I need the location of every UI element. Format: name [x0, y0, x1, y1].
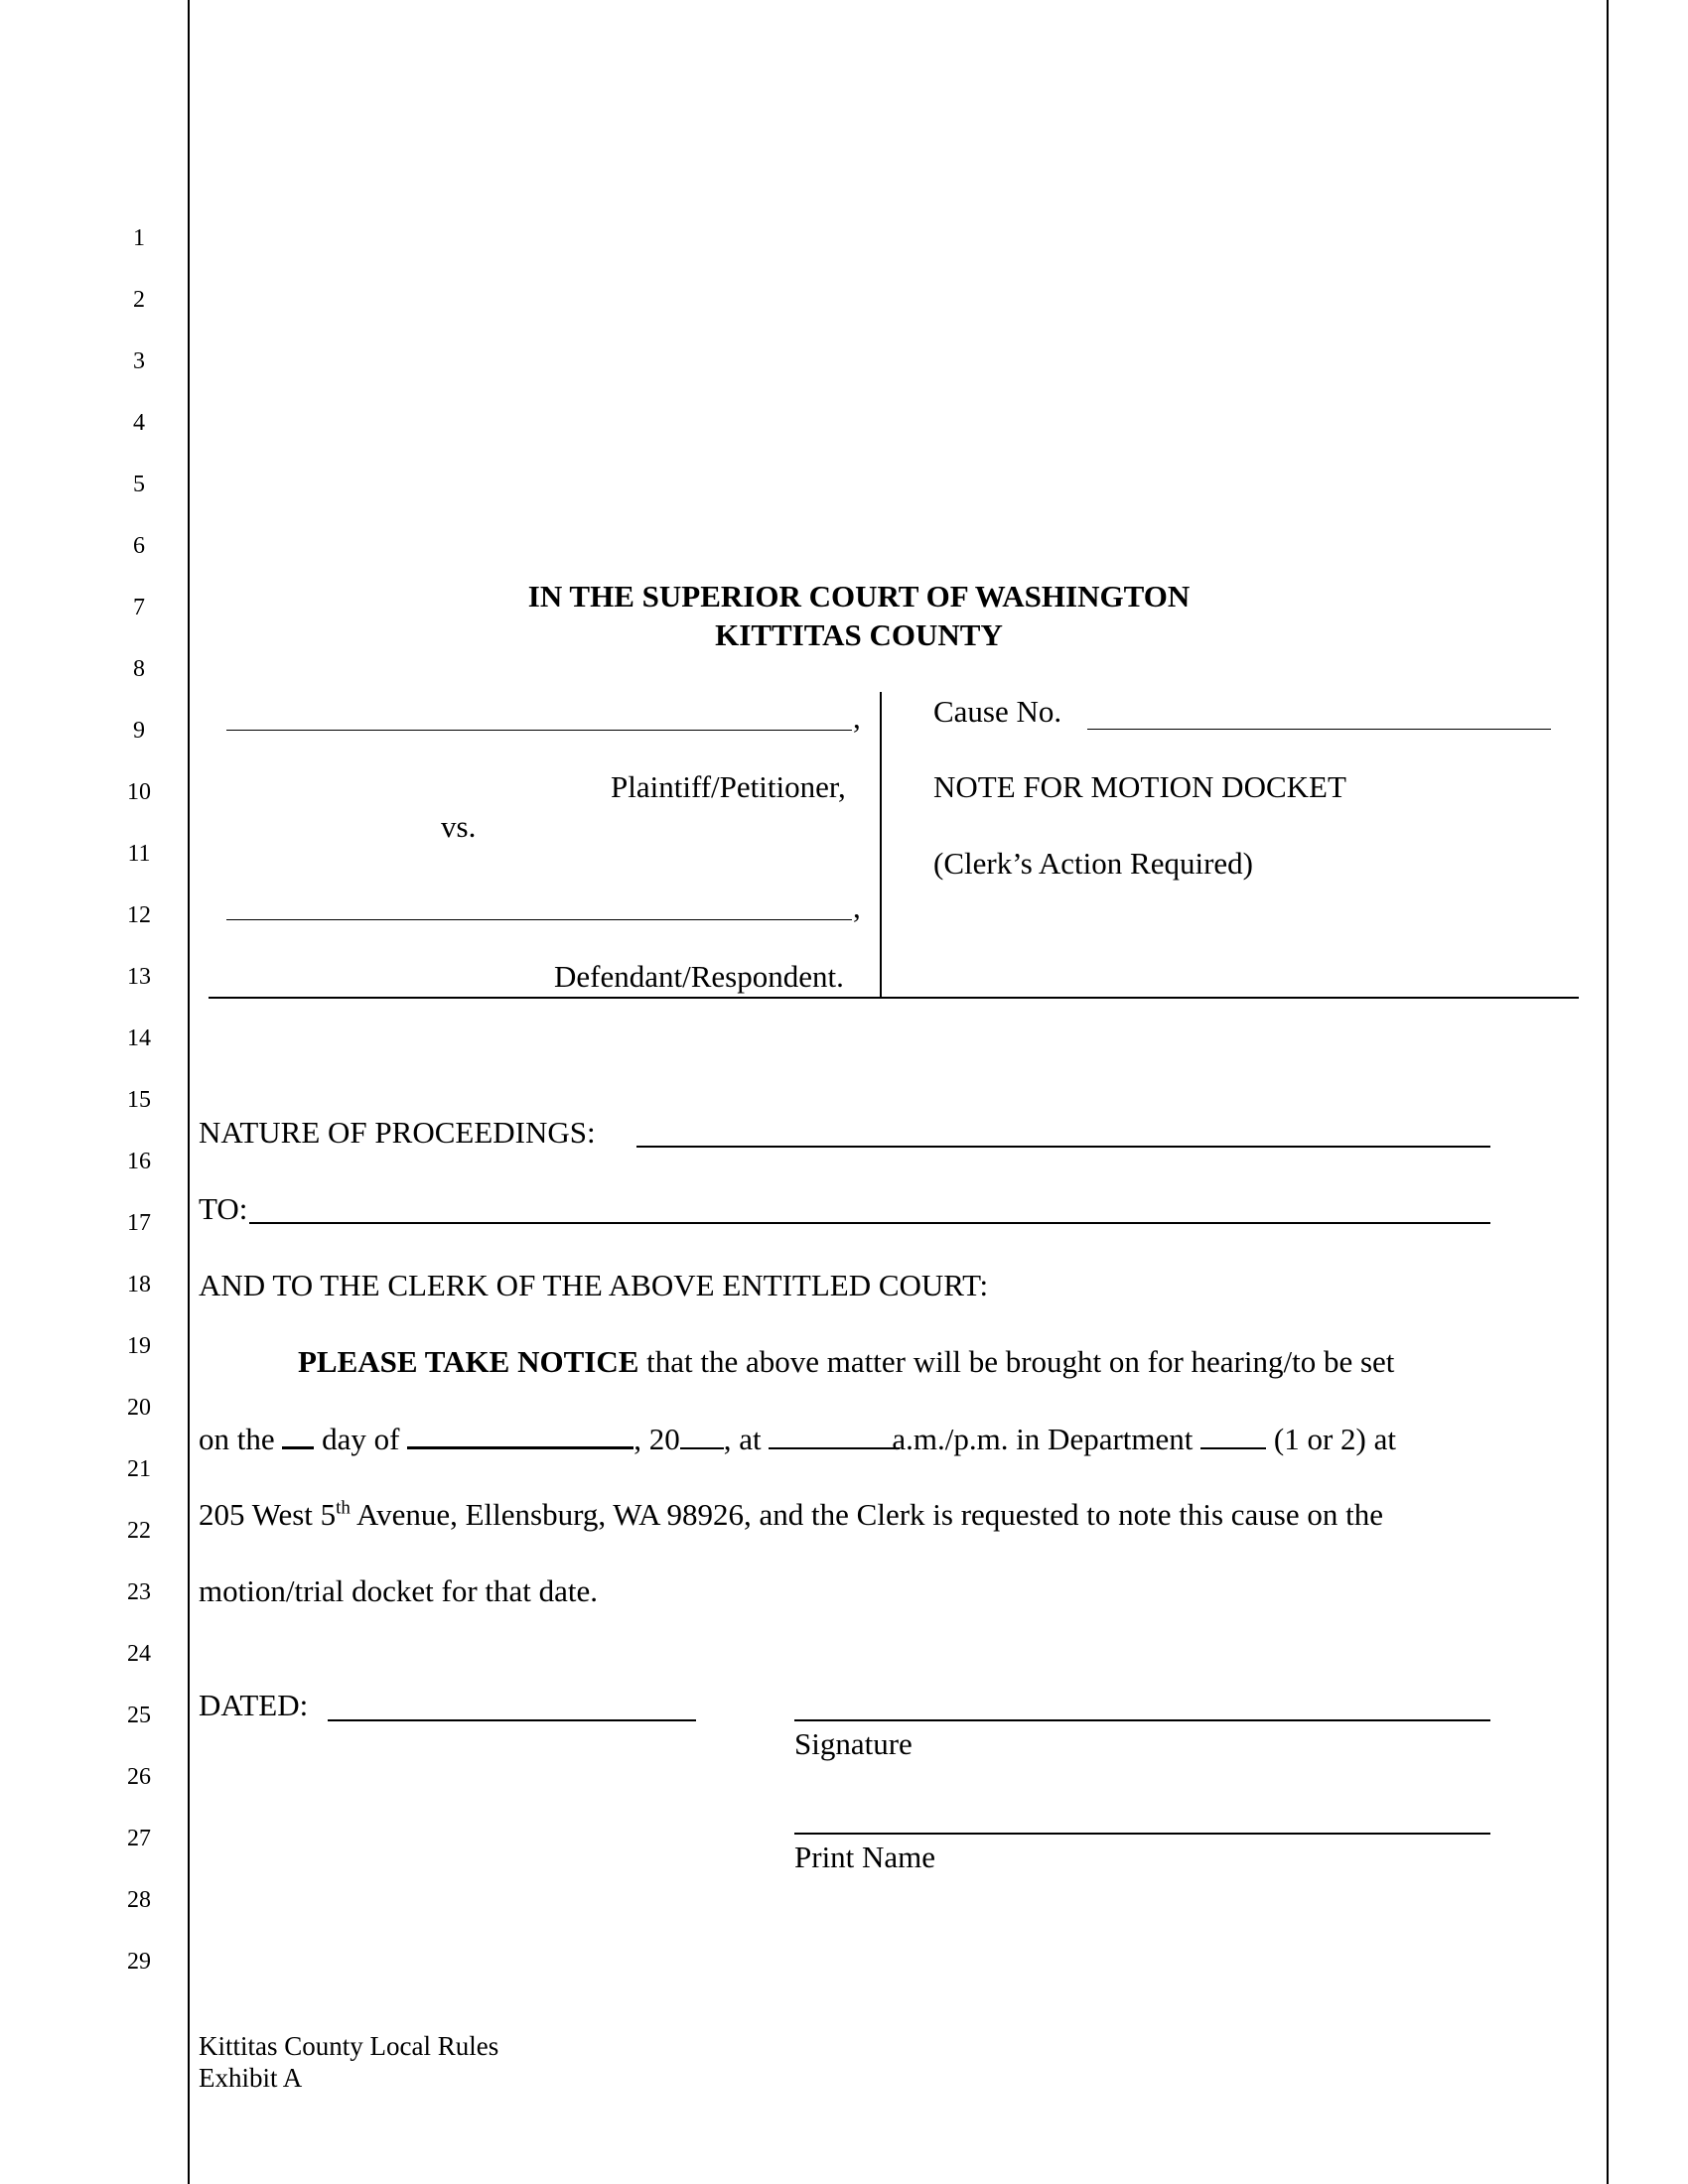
- nature-of-proceedings-label: NATURE OF PROCEEDINGS:: [199, 1115, 596, 1150]
- cause-number-label: Cause No.: [933, 694, 1062, 729]
- clerk-address-line: AND TO THE CLERK OF THE ABOVE ENTITLED COURT:: [199, 1268, 989, 1302]
- line-number: 7: [133, 595, 145, 620]
- line-number: 11: [127, 841, 151, 867]
- dated-line[interactable]: [328, 1719, 696, 1721]
- nature-of-proceedings-line[interactable]: [636, 1146, 1490, 1148]
- day-of-text: day of: [322, 1422, 400, 1456]
- defendant-comma: ,: [853, 889, 861, 924]
- cause-number-line[interactable]: [1087, 729, 1551, 730]
- line-number: 14: [127, 1025, 151, 1051]
- line-number: 28: [127, 1887, 151, 1913]
- line-number: 26: [127, 1764, 151, 1790]
- versus-label: vs.: [441, 809, 477, 844]
- department-options-text: (1 or 2) at: [1273, 1422, 1396, 1456]
- plaintiff-name-line[interactable]: [226, 730, 852, 731]
- line-number: 27: [127, 1826, 151, 1851]
- line-number: 5: [133, 472, 145, 497]
- line-number: 21: [127, 1456, 151, 1482]
- on-the-text: on the: [199, 1422, 275, 1456]
- line-number: 24: [127, 1641, 151, 1667]
- line-number: 17: [127, 1210, 151, 1236]
- day-blank[interactable]: [282, 1421, 314, 1449]
- notice-paragraph-line1: [298, 1344, 1394, 1380]
- hearing-date-line: [199, 1421, 1396, 1457]
- notice-bold: PLEASE TAKE NOTICE: [298, 1344, 639, 1379]
- year-blank[interactable]: [680, 1422, 724, 1449]
- line-number: 23: [127, 1579, 151, 1605]
- caption-bottom-rule: [209, 997, 1579, 999]
- line-number: 2: [133, 287, 145, 313]
- right-margin-rule: [1607, 0, 1609, 2184]
- notice-text: that the above matter will be brought on for hearing/to be set: [646, 1344, 1395, 1379]
- line-number: 12: [127, 902, 151, 928]
- year-prefix-text: , 20: [633, 1422, 680, 1456]
- clerk-action-note: (Clerk’s Action Required): [933, 846, 1253, 881]
- month-blank[interactable]: [407, 1421, 633, 1449]
- signature-label: Signature: [794, 1726, 913, 1761]
- print-name-label: Print Name: [794, 1840, 936, 1874]
- time-blank[interactable]: [769, 1422, 900, 1449]
- signature-line[interactable]: [794, 1719, 1490, 1721]
- line-number: 9: [133, 718, 145, 744]
- line-number: 22: [127, 1518, 151, 1544]
- line-number: 6: [133, 533, 145, 559]
- to-label: TO:: [199, 1191, 248, 1226]
- defendant-label: Defendant/Respondent.: [554, 959, 844, 994]
- line-number: 19: [127, 1333, 151, 1359]
- line-number: 3: [133, 348, 145, 374]
- department-blank[interactable]: [1200, 1422, 1266, 1449]
- defendant-name-line[interactable]: [226, 919, 852, 920]
- document-title: NOTE FOR MOTION DOCKET: [933, 769, 1346, 804]
- line-number: 18: [127, 1272, 151, 1297]
- line-number: 16: [127, 1149, 151, 1174]
- line-number: 20: [127, 1395, 151, 1421]
- line-number: 8: [133, 656, 145, 682]
- county-name: KITTITAS COUNTY: [715, 617, 1003, 652]
- line-number: 10: [127, 779, 151, 805]
- at-text: , at: [723, 1422, 762, 1456]
- plaintiff-label: Plaintiff/Petitioner,: [611, 769, 846, 804]
- ampm-department-text: a.m./p.m. in Department: [892, 1422, 1194, 1456]
- dated-label: DATED:: [199, 1688, 309, 1722]
- line-number: 1: [133, 225, 145, 251]
- line-number: 25: [127, 1703, 151, 1728]
- address-rest: Avenue, Ellensburg, WA 98926, and the Clerk is requested to note this cause on the: [355, 1497, 1383, 1532]
- footer-local-rules: Kittitas County Local Rules: [199, 2031, 499, 2061]
- line-number: 13: [127, 964, 151, 990]
- footer-exhibit: Exhibit A: [199, 2063, 303, 2093]
- plaintiff-comma: ,: [853, 700, 861, 735]
- print-name-line[interactable]: [794, 1833, 1490, 1835]
- line-number: 29: [127, 1949, 151, 1975]
- address-line: [199, 1497, 1383, 1533]
- court-name: IN THE SUPERIOR COURT OF WASHINGTON: [527, 579, 1191, 614]
- address-number: 205 West 5: [199, 1497, 337, 1532]
- line-number: 4: [133, 410, 145, 436]
- to-line[interactable]: [249, 1222, 1490, 1224]
- left-margin-rule: [188, 0, 190, 2184]
- address-superscript: th: [336, 1497, 351, 1519]
- docket-line: motion/trial docket for that date.: [199, 1573, 599, 1608]
- caption-divider: [880, 692, 882, 998]
- line-number: 15: [127, 1087, 151, 1113]
